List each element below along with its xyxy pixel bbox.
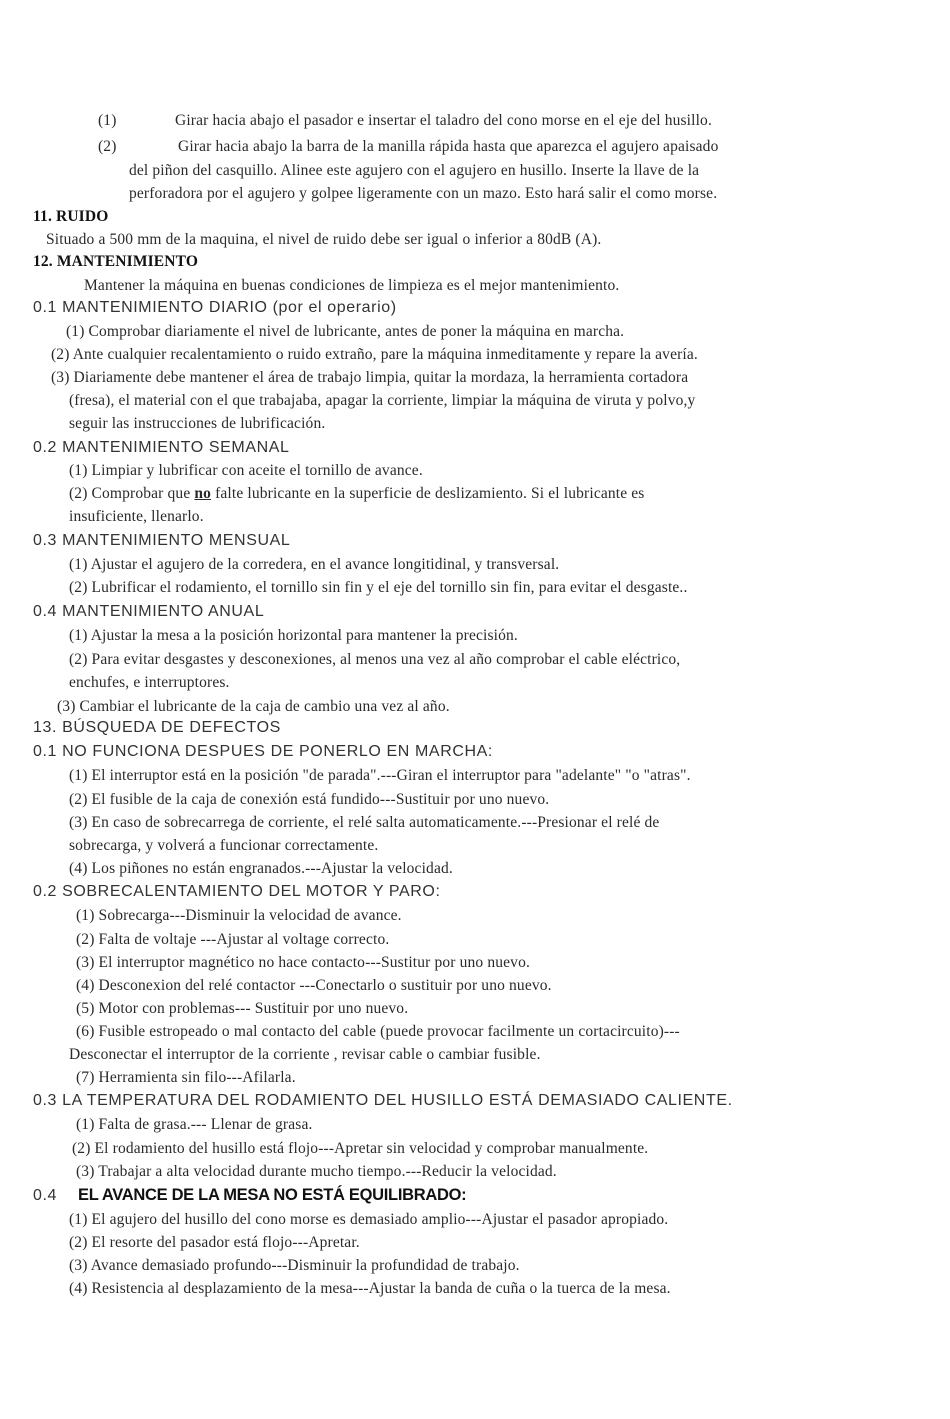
defect-b-item-1: (1) Sobrecarga---Disminuir la velocidad de avance. — [76, 907, 402, 924]
weekly-item-2-line-2: insuficiente, llenarlo. — [69, 508, 204, 525]
defect-c-item-1: (1) Falta de grasa.--- Llenar de grasa. — [76, 1116, 313, 1133]
defect-b-item-4: (4) Desconexion del relé contactor ---Conectarlo o sustituir por uno nuevo. — [76, 977, 552, 994]
defect-b-item-6-line-2: Desconectar el interruptor de la corriente , revisar cable o cambiar fusible. — [69, 1046, 541, 1063]
defect-d-item-2: (2) El resorte del pasador está flojo---Apretar. — [69, 1234, 360, 1251]
defect-d-number: 0.4 — [33, 1187, 58, 1204]
weekly-maintenance-heading: 0.2 MANTENIMIENTO SEMANAL — [33, 439, 290, 456]
daily-maintenance-heading: 0.1 MANTENIMIENTO DIARIO (por el operario) — [33, 299, 397, 316]
section-12-title: 12. MANTENIMIENTO — [33, 253, 199, 270]
section-11-title: 11. RUIDO — [33, 208, 109, 225]
weekly-item-2-line-1 — [69, 484, 645, 504]
monthly-item-2: (2) Lubrificar el rodamiento, el tornillo sin fin y el eje del tornillo sin fin, para evitar el desgaste.. — [69, 579, 688, 596]
daily-item-3-line-1: (3) Diariamente debe mantener el área de trabajo limpia, quitar la mordaza, la herramienta cortadora — [51, 369, 689, 386]
weekly-item-2-pre: (2) Comprobar que — [69, 485, 195, 502]
defect-b-item-7: (7) Herramienta sin filo---Afilarla. — [76, 1069, 296, 1086]
defect-b-item-2: (2) Falta de voltaje ---Ajustar al voltage correcto. — [76, 931, 390, 948]
defect-a-item-4: (4) Los piñones no están engranados.---Ajustar la velocidad. — [69, 860, 453, 877]
defect-d-item-3: (3) Avance demasiado profundo---Disminuir la profundidad de trabajo. — [69, 1257, 520, 1274]
annual-maintenance-heading: 0.4 MANTENIMIENTO ANUAL — [33, 603, 265, 620]
weekly-item-1: (1) Limpiar y lubrificar con aceite el tornillo de avance. — [69, 462, 423, 479]
defect-a-item-3-line-1: (3) En caso de sobrecarrega de corriente, el relé salta automaticamente.---Presionar el relé de — [69, 814, 660, 831]
s10-item-1 — [98, 111, 117, 131]
defect-c-item-2: (2) El rodamiento del husillo está flojo---Apretar sin velocidad y comprobar manualmente. — [72, 1140, 649, 1157]
monthly-maintenance-heading: 0.3 MANTENIMIENTO MENSUAL — [33, 532, 291, 549]
defect-b-heading: 0.2 SOBRECALENTAMIENTO DEL MOTOR Y PARO: — [33, 883, 441, 900]
defect-d-heading: EL AVANCE DE LA MESA NO ESTÁ EQUILIBRADO: — [78, 1186, 467, 1204]
defect-a-item-1: (1) El interruptor está en la posición "de parada".---Giran el interruptor para "adelante" "o "atras". — [69, 767, 691, 784]
s10-item-2-line-1: Girar hacia abajo la barra de la manilla rápida hasta que aparezca el agujero apaisado — [178, 138, 719, 155]
monthly-item-1: (1) Ajustar el agujero de la corredera, en el avance longitidinal, y transversal. — [69, 556, 560, 573]
annual-item-2-line-1: (2) Para evitar desgastes y desconexiones, al menos una vez al año comprobar el cable eléctrico, — [69, 651, 681, 668]
defect-a-item-3-line-2: sobrecarga, y volverá a funcionar correctamente. — [69, 837, 379, 854]
defect-c-heading: 0.3 LA TEMPERATURA DEL RODAMIENTO DEL HUSILLO ESTÁ DEMASIADO CALIENTE. — [33, 1092, 733, 1109]
item-number: (1) — [98, 112, 117, 129]
item-number: (2) — [98, 138, 117, 155]
defect-a-item-2: (2) El fusible de la caja de conexión está fundido---Sustituir por uno nuevo. — [69, 791, 550, 808]
daily-item-2: (2) Ante cualquier recalentamiento o ruido extraño, pare la máquina inmeditamente y repare la avería. — [51, 346, 698, 363]
defect-c-item-3: (3) Trabajar a alta velocidad durante mucho tiempo.---Reducir la velocidad. — [76, 1163, 557, 1180]
s10-item-2-line-2: del piñon del casquillo. Alinee este agujero con el agujero en husillo. Inserte la llave de la — [129, 162, 700, 179]
defect-d-item-4: (4) Resistencia al desplazamiento de la mesa---Ajustar la banda de cuña o la tuerca de la mesa. — [69, 1280, 671, 1297]
s10-item-2 — [98, 137, 117, 157]
defect-b-item-3: (3) El interruptor magnético no hace contacto---Sustitur por uno nuevo. — [76, 954, 530, 971]
annual-item-1: (1) Ajustar la mesa a la posición horizontal para mantener la precisión. — [69, 627, 518, 644]
defect-a-heading: 0.1 NO FUNCIONA DESPUES DE PONERLO EN MARCHA: — [33, 743, 493, 760]
daily-item-3-line-3: seguir las instrucciones de lubrificación. — [69, 415, 326, 432]
s10-item-1-text: Girar hacia abajo el pasador e insertar el taladro del cono morse en el eje del husillo. — [175, 112, 712, 129]
daily-item-3-line-2: (fresa), el material con el que trabajaba, apagar la corriente, limpiar la máquina de viruta y polvo,y — [69, 392, 696, 409]
section-12-intro: Mantener la máquina en buenas condiciones de limpieza es el mejor mantenimiento. — [84, 277, 620, 294]
section-13-title: 13. BÚSQUEDA DE DEFECTOS — [33, 719, 281, 736]
weekly-item-2-emphasis: no — [194, 485, 212, 502]
s10-item-2-line-3: perforadora por el agujero y golpee ligeramente con un mazo. Esto hará salir el como morse. — [129, 185, 718, 202]
annual-item-2-line-2: enchufes, e interruptores. — [69, 674, 230, 691]
daily-item-1: (1) Comprobar diariamente el nivel de lubricante, antes de poner la máquina en marcha. — [66, 323, 625, 340]
annual-item-3: (3) Cambiar el lubricante de la caja de cambio una vez al año. — [57, 698, 450, 715]
weekly-item-2-post: falte lubricante en la superficie de deslizamiento. Si el lubricante es — [211, 485, 645, 502]
defect-b-item-5: (5) Motor con problemas--- Sustituir por uno nuevo. — [76, 1000, 409, 1017]
section-11-text: Situado a 500 mm de la maquina, el nivel de ruido debe ser igual o inferior a 80dB (A). — [46, 231, 602, 248]
defect-b-item-6-line-1: (6) Fusible estropeado o mal contacto del cable (puede provocar facilmente un cortacircuito)--- — [76, 1023, 680, 1040]
defect-d-item-1: (1) El agujero del husillo del cono morse es demasiado amplio---Ajustar el pasador apropiado. — [69, 1211, 669, 1228]
